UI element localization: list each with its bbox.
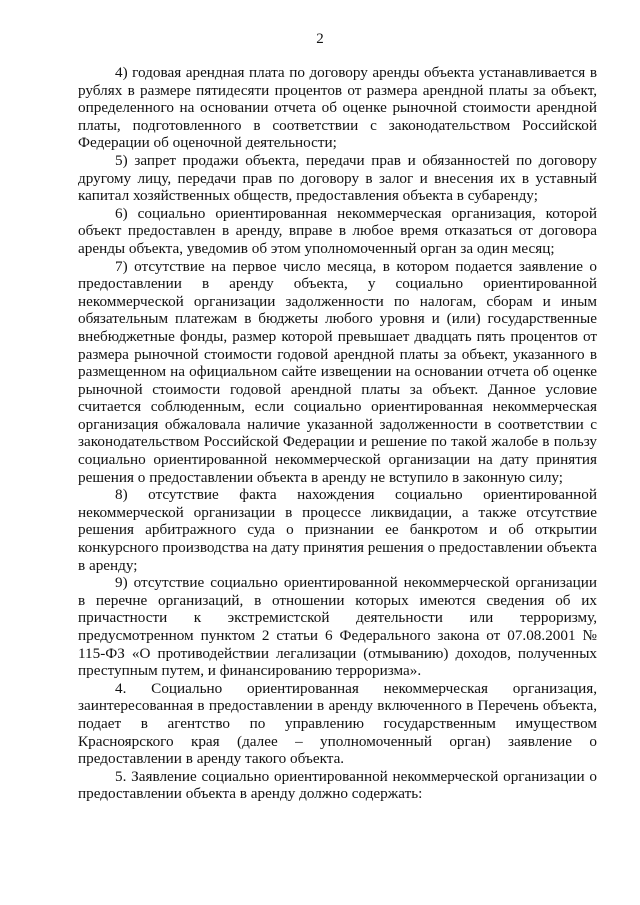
page-number: 2 [316,31,324,47]
paragraph-item-4: 4) годовая арендная плата по договору аренды объекта устанавливается в рублях в размере пятидесяти процентов от размера арендной платы за объект, определенного на основании отчета об оценке рыночной стоимости арендной платы, подготовленного в соответствии с законодательством Российской Федерации об оценочной деятельности; [78,64,597,152]
paragraph-item-5: 5) запрет продажи объекта, передачи прав и обязанностей по договору другому лицу, передачи прав по договору в залог и внесения их в уставный капитал хозяйственных обществ, предоставления объекта в субаренду; [78,151,597,205]
paragraph-item-9: 9) отсутствие социально ориентированной некоммерческой организации в перечне организаций, в отношении которых имеются сведения об их причастности к экстремистской деятельности или терроризму, предусмотренном пунктом 2 статьи 6 Федерального закона от 07.08.2001 № 115-ФЗ «О противодействии легализации (отмыванию) доходов, полученных преступным путем, и финансированию терроризма». [78,574,597,680]
paragraph-clause-5: 5. Заявление социально ориентированной некоммерческой организации о предоставлении объекта в аренду должно содержать: [78,767,597,803]
paragraph-clause-4: 4. Социально ориентированная некоммерческая организация, заинтересованная в предоставлении в аренду включенного в Перечень объекта, подает в агентство по управлению государственным имуществом Красноярского края (далее – уполномоченный орган) заявление о предоставлении в аренду такого объекта. [78,679,597,768]
paragraph-item-6: 6) социально ориентированная некоммерческая организация, которой объект предоставлен в аренду, вправе в любое время отказаться от договора аренды объекта, уведомив об этом уполномоченный орган за один месяц; [78,204,597,257]
paragraph-item-7: 7) отсутствие на первое число месяца, в котором подается заявление о предоставлении в аренду объекта, у социально ориентированной некоммерческой организации задолженности по налогам, сборам и иным обязательным платежам в бюджеты любого уровня и (или) государственные внебюджетные фонды, размер которой превышает двадцать пять процентов от размера рыночной стоимости годовой арендной платы за объект, указанного в размещенном на официальном сайте извещении на основании отчета об оценке рыночной стоимости годовой арендной платы за объект. Данное условие считается соблюденным, если социально ориентированная некоммерческая организация обжаловала наличие указанной задолженности в соответствии с законодательством Российской Федерации и решение по такой жалобе в пользу социально ориентированной некоммерческой организации на дату принятия решения о предоставлении объекта в аренду не вступило в законную силу; [78,257,597,486]
paragraph-item-8: 8) отсутствие факта нахождения социально ориентированной некоммерческой организации в процессе ликвидации, а также отсутствие решения арбитражного суда о признании ее банкротом и об открытии конкурсного производства на дату принятия решения о предоставлении объекта в аренду; [78,486,597,574]
document-body [78,64,597,803]
